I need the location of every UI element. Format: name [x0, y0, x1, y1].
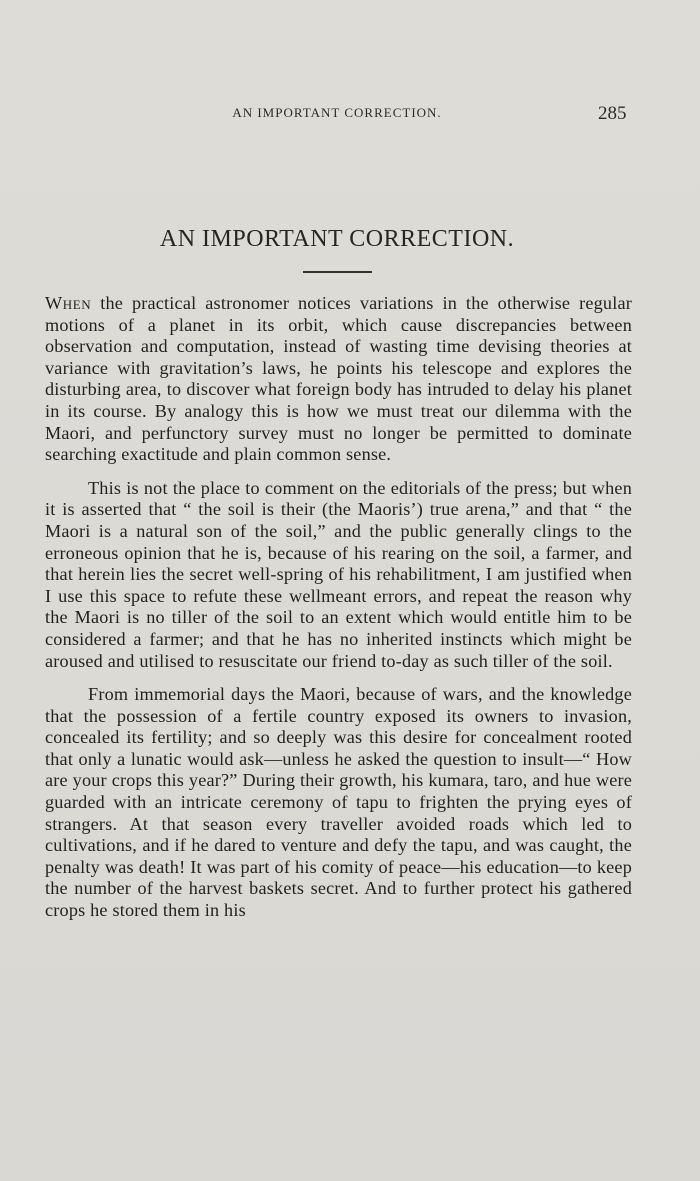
article-title: AN IMPORTANT CORRECTION. — [159, 226, 515, 252]
article-body — [45, 293, 632, 934]
paragraph-3: From immemorial days the Maori, because of wars, and the knowledge that the possession of a fertile country exposed its owners to invasion, concealed its fertility; and so deeply was this desire for concealment rooted that only a lunatic would ask—unless he asked the question to insult—“ How are your crops this year?” During their growth, his kumara, taro, and hue were guarded with an intricate ceremony of tapu to frighten the prying eyes of strangers. At that season every traveller avoided roads which led to cultivations, and if he dared to venture and defy the tapu, and was caught, the penalty was death! It was part of his comity of peace—his education—to keep the number of the harvest baskets secret. And to further protect his gathered crops he stored them in his — [45, 684, 632, 921]
running-head-title: AN IMPORTANT CORRECTION. — [232, 105, 442, 120]
paragraph-1-text: the practical astronomer notices variations in the otherwise regular motions of a planet in its orbit, which cause discrepancies between observation and computation, instead of wasting time devising theories at variance with gravitation’s laws, he points his telescope and explores the disturbing area, to discover what foreign body has intruded to delay his planet in its course. By analogy this is how we must treat our dilemma with the Maori, and perfunctory survey must no longer be permitted to dominate searching exactitude and plain common sense. — [45, 293, 632, 465]
paragraph-1 — [45, 293, 632, 466]
paragraph-1-lead-word: When — [45, 293, 92, 313]
page-number: 285 — [598, 103, 627, 124]
paragraph-2: This is not the place to comment on the editorials of the press; but when it is asserted that “ the soil is their (the Maoris’) true arena,” and that “ the Maori is a natural son of the soil,” and the public generally clings to the erroneous opinion that he is, because of his rearing on the soil, a farmer, and that herein lies the secret well-spring of his rehabilitment, I am justified when I use this space to refute these wellmeant errors, and repeat the reason why the Maori is no tiller of the soil to an extent which would entitle him to be considered a farmer; and that he has no inherited instincts which might be aroused and utilised to resuscitate our friend to-day as such tiller of the soil. — [45, 477, 632, 671]
title-divider — [303, 271, 372, 273]
running-head — [0, 104, 700, 128]
